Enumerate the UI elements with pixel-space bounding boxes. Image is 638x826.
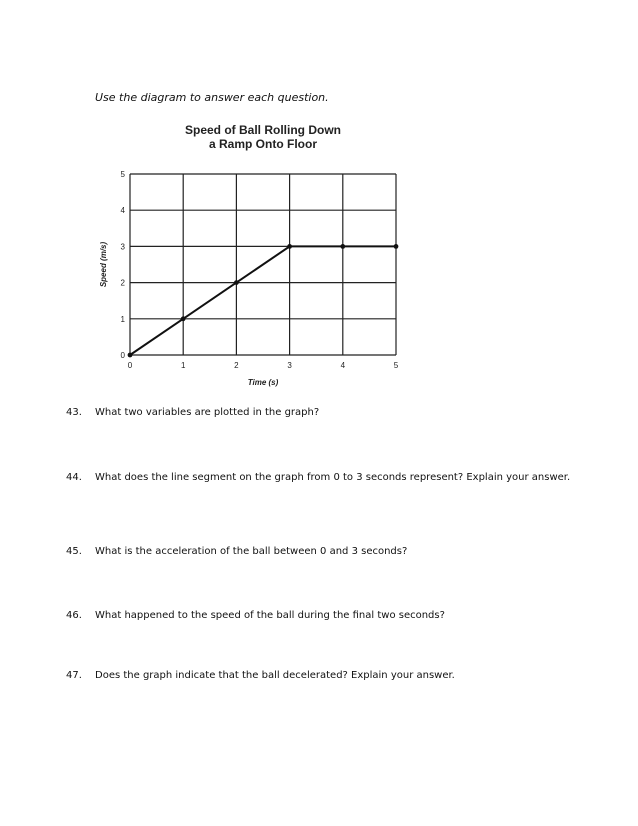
question-number: 46.	[66, 610, 82, 621]
y-tick-label: 4	[120, 206, 125, 216]
chart-svg	[90, 118, 420, 398]
question-number: 47.	[66, 670, 82, 681]
y-axis-label: Speed (m/s)	[99, 241, 108, 288]
x-tick-label: 1	[180, 361, 186, 370]
question-text: What happened to the speed of the ball during the final two seconds?	[95, 610, 445, 621]
data-line	[130, 246, 396, 355]
question-44	[66, 472, 570, 483]
data-point	[340, 244, 345, 249]
y-tick-label: 5	[120, 170, 125, 179]
x-tick-label: 2	[234, 361, 239, 370]
x-tick-label: 4	[340, 361, 346, 370]
question-number: 45.	[66, 546, 82, 557]
chart-title-line: Speed of Ball Rolling Down	[185, 123, 341, 137]
data-point	[128, 353, 133, 358]
y-tick-label: 1	[120, 314, 125, 324]
instruction-text: Use the diagram to answer each question.	[95, 91, 329, 104]
y-tick-label: 0	[120, 351, 125, 360]
question-43	[66, 407, 319, 418]
chart-title-line: a Ramp Onto Floor	[209, 137, 317, 151]
x-tick-label: 3	[287, 361, 292, 370]
question-47	[66, 670, 455, 681]
question-46	[66, 610, 445, 621]
question-text: Does the graph indicate that the ball decelerated? Explain your answer.	[95, 670, 455, 681]
question-45	[66, 546, 407, 557]
question-number: 43.	[66, 407, 82, 418]
data-point	[181, 316, 186, 321]
x-tick-label: 0	[127, 361, 133, 370]
question-text: What does the line segment on the graph from 0 to 3 seconds represent? Explain your answer.	[95, 472, 571, 483]
question-number: 44.	[66, 472, 82, 483]
x-tick-label: 5	[393, 361, 399, 370]
speed-time-chart	[90, 118, 420, 398]
data-point	[234, 280, 239, 285]
y-tick-label: 3	[120, 242, 125, 252]
question-text: What two variables are plotted in the graph?	[95, 407, 320, 418]
x-axis-label: Time (s)	[247, 378, 279, 387]
question-text: What is the acceleration of the ball between 0 and 3 seconds?	[95, 546, 408, 557]
y-tick-label: 2	[120, 278, 125, 288]
data-point	[394, 244, 399, 249]
data-point	[287, 244, 292, 249]
